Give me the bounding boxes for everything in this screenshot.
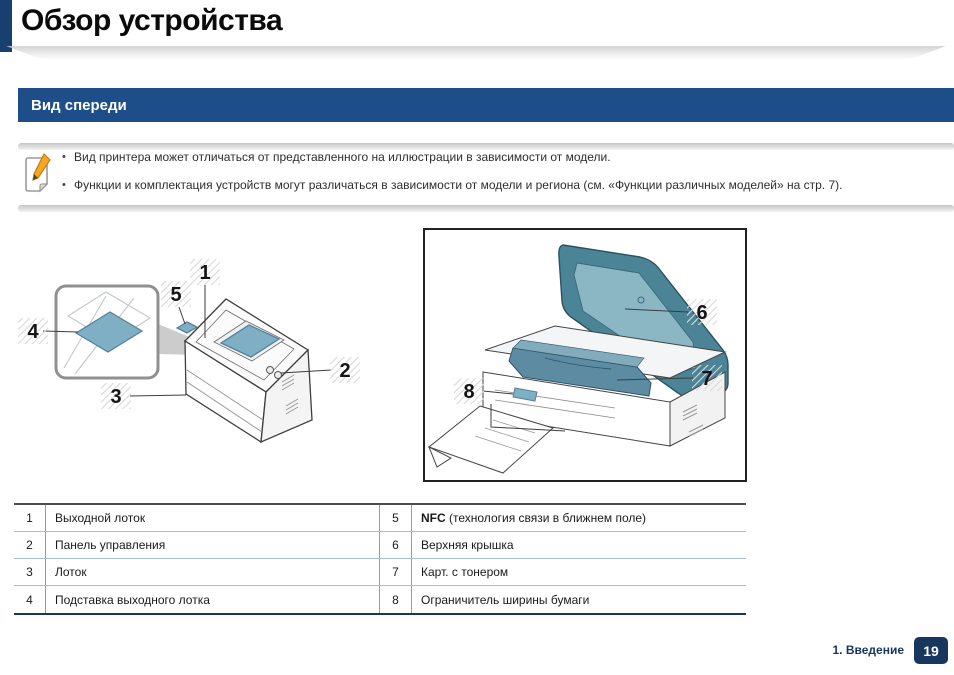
part-number: 5 bbox=[380, 505, 412, 531]
part-label: Лоток bbox=[46, 559, 380, 585]
table-row bbox=[14, 559, 746, 586]
page-title: Обзор устройства bbox=[21, 4, 283, 37]
part-number: 3 bbox=[14, 559, 46, 585]
svg-text:5: 5 bbox=[170, 284, 182, 306]
section-header bbox=[18, 88, 954, 122]
part-label: NFC (технология связи в ближнем поле) bbox=[421, 511, 647, 525]
table-row bbox=[14, 532, 746, 559]
part-label: Панель управления bbox=[46, 532, 380, 558]
svg-text:4: 4 bbox=[27, 321, 39, 343]
figure-front-closed bbox=[18, 230, 410, 482]
svg-text:3: 3 bbox=[110, 386, 122, 408]
figure-front-open bbox=[423, 228, 747, 482]
part-number: 6 bbox=[380, 532, 412, 558]
printer-closed-body bbox=[177, 299, 312, 442]
svg-text:1: 1 bbox=[199, 262, 211, 284]
callout-8 bbox=[454, 378, 484, 404]
table-row bbox=[14, 505, 746, 532]
section-title: Вид спереди bbox=[31, 96, 127, 114]
callout-2 bbox=[330, 357, 360, 383]
callout-4 bbox=[18, 318, 48, 344]
part-label: Верхняя крышка bbox=[421, 538, 514, 552]
part-label: Подставка выходного лотка bbox=[46, 586, 380, 613]
note-divider-top bbox=[18, 143, 954, 150]
callout-5 bbox=[161, 281, 191, 307]
table-row bbox=[14, 586, 746, 613]
footer-chapter: 1. Введение bbox=[832, 643, 904, 657]
part-label: Карт. с тонером bbox=[421, 565, 509, 579]
part-number: 8 bbox=[380, 586, 412, 613]
part-number: 2 bbox=[14, 532, 46, 558]
part-number: 4 bbox=[14, 586, 46, 613]
title-accent-bar bbox=[0, 0, 12, 52]
parts-table bbox=[14, 503, 746, 615]
part-number: 7 bbox=[380, 559, 412, 585]
part-label: Ограничитель ширины бумаги bbox=[421, 592, 590, 607]
part-label: Выходной лоток bbox=[46, 505, 380, 531]
part-number: 1 bbox=[14, 505, 46, 531]
callout-6 bbox=[687, 299, 717, 325]
svg-text:7: 7 bbox=[701, 368, 713, 390]
svg-text:8: 8 bbox=[463, 381, 475, 403]
note-item: • Функции и комплектация устройств могут различаться в зависимости от модели и региона (см. «Функции различных моделей» на стр. 7). bbox=[60, 178, 940, 192]
control-panel-button bbox=[275, 372, 282, 379]
svg-text:2: 2 bbox=[339, 360, 351, 382]
note-list bbox=[60, 150, 940, 206]
note-pencil-icon bbox=[24, 152, 54, 199]
title-divider-shadow bbox=[6, 46, 946, 60]
part-label-bold: NFC bbox=[421, 511, 446, 525]
callout-7 bbox=[692, 365, 722, 391]
callout-1 bbox=[190, 259, 220, 285]
note-item: • Вид принтера может отличаться от представленного на иллюстрации в зависимости от модели. bbox=[60, 150, 940, 164]
callout-3 bbox=[101, 383, 131, 409]
note-divider-bottom bbox=[18, 205, 954, 212]
page-number-badge: 19 bbox=[914, 637, 948, 664]
svg-text:6: 6 bbox=[696, 302, 708, 324]
control-panel-button bbox=[267, 367, 274, 374]
